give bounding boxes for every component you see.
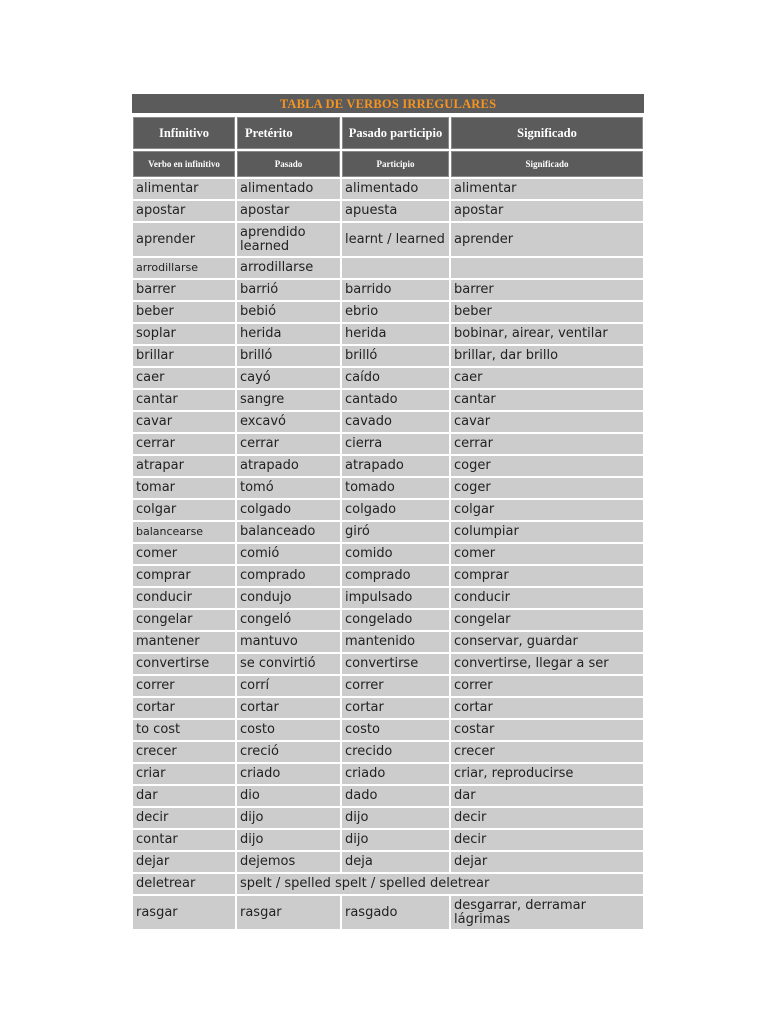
significado-cell: dar — [451, 786, 643, 806]
table-row — [133, 742, 643, 762]
header-row — [133, 117, 643, 149]
table-row — [133, 830, 643, 850]
participio-cell: criado — [342, 764, 449, 784]
infinitivo-cell: cantar — [133, 390, 235, 410]
infinitivo-cell: rasgar — [133, 896, 235, 929]
table-row — [133, 500, 643, 520]
participio-cell: tomado — [342, 478, 449, 498]
participio-cell: convertirse — [342, 654, 449, 674]
significado-cell: desgarrar, derramar lágrimas — [451, 896, 643, 929]
significado-cell: cantar — [451, 390, 643, 410]
table-row — [133, 522, 643, 542]
preterito-cell: dio — [237, 786, 340, 806]
preterito-cell: excavó — [237, 412, 340, 432]
subheader-participio: Participio — [342, 151, 449, 177]
participio-cell: brilló — [342, 346, 449, 366]
infinitivo-cell: correr — [133, 676, 235, 696]
participio-cell: comido — [342, 544, 449, 564]
preterito-cell: comió — [237, 544, 340, 564]
table-row — [133, 368, 643, 388]
infinitivo-cell: contar — [133, 830, 235, 850]
infinitivo-cell: brillar — [133, 346, 235, 366]
table-row — [133, 786, 643, 806]
infinitivo-cell: dar — [133, 786, 235, 806]
infinitivo-cell: cerrar — [133, 434, 235, 454]
preterito-cell: atrapado — [237, 456, 340, 476]
header-infinitivo: Infinitivo — [133, 117, 235, 149]
participio-cell: correr — [342, 676, 449, 696]
participio-cell: caído — [342, 368, 449, 388]
significado-cell: crecer — [451, 742, 643, 762]
table-row — [133, 874, 643, 894]
participio-cell: costo — [342, 720, 449, 740]
participio-cell: alimentado — [342, 179, 449, 199]
table-row — [133, 302, 643, 322]
infinitivo-cell: apostar — [133, 201, 235, 221]
table-row — [133, 632, 643, 652]
participio-cell: deja — [342, 852, 449, 872]
preterito-cell: dijo — [237, 830, 340, 850]
infinitivo-cell: dejar — [133, 852, 235, 872]
header-pasado-participio: Pasado participio — [342, 117, 449, 149]
participio-cell: dijo — [342, 830, 449, 850]
infinitivo-cell: to cost — [133, 720, 235, 740]
preterito-cell: condujo — [237, 588, 340, 608]
table-row — [133, 434, 643, 454]
significado-cell: cortar — [451, 698, 643, 718]
table-row — [133, 808, 643, 828]
table-title: TABLA DE VERBOS IRREGULARES — [132, 94, 644, 115]
preterito-cell: dejemos — [237, 852, 340, 872]
table-row — [133, 720, 643, 740]
infinitivo-cell: comprar — [133, 566, 235, 586]
table-row — [133, 896, 643, 929]
preterito-cell: cayó — [237, 368, 340, 388]
preterito-cell: comprado — [237, 566, 340, 586]
significado-cell: colgar — [451, 500, 643, 520]
participio-cell: barrido — [342, 280, 449, 300]
participio-cell: dado — [342, 786, 449, 806]
participio-cell: cierra — [342, 434, 449, 454]
participio-cell: comprado — [342, 566, 449, 586]
preterito-cell: arrodillarse — [237, 258, 340, 278]
significado-cell: coger — [451, 478, 643, 498]
table-row — [133, 676, 643, 696]
participio-cell: giró — [342, 522, 449, 542]
significado-cell: beber — [451, 302, 643, 322]
preterito-cell: creció — [237, 742, 340, 762]
preterito-cell: corrí — [237, 676, 340, 696]
significado-cell: cerrar — [451, 434, 643, 454]
preterito-cell: rasgar — [237, 896, 340, 929]
header-preterito: Pretérito — [237, 117, 340, 149]
infinitivo-cell: convertirse — [133, 654, 235, 674]
table-row — [133, 258, 643, 278]
significado-cell: aprender — [451, 223, 643, 256]
participio-cell: learnt / learned — [342, 223, 449, 256]
infinitivo-cell: crecer — [133, 742, 235, 762]
table-row — [133, 478, 643, 498]
table-row — [133, 588, 643, 608]
table-body — [133, 179, 643, 929]
preterito-cell: balanceado — [237, 522, 340, 542]
participio-cell: congelado — [342, 610, 449, 630]
table-row — [133, 201, 643, 221]
infinitivo-cell: balancearse — [133, 522, 235, 542]
participio-cell: rasgado — [342, 896, 449, 929]
infinitivo-cell: congelar — [133, 610, 235, 630]
significado-cell: barrer — [451, 280, 643, 300]
preterito-cell: dijo — [237, 808, 340, 828]
significado-cell: cavar — [451, 412, 643, 432]
participio-cell — [342, 258, 449, 278]
significado-cell: decir — [451, 830, 643, 850]
preterito-cell: aprendido learned — [237, 223, 340, 256]
table-row — [133, 412, 643, 432]
infinitivo-cell: cortar — [133, 698, 235, 718]
table-row — [133, 324, 643, 344]
participio-cell: ebrio — [342, 302, 449, 322]
significado-cell: comprar — [451, 566, 643, 586]
table-row — [133, 223, 643, 256]
infinitivo-cell: soplar — [133, 324, 235, 344]
participio-cell: apuesta — [342, 201, 449, 221]
preterito-cell: colgado — [237, 500, 340, 520]
significado-cell: dejar — [451, 852, 643, 872]
subheader-row — [133, 151, 643, 177]
significado-cell: alimentar — [451, 179, 643, 199]
table-row — [133, 346, 643, 366]
table-row — [133, 280, 643, 300]
participio-cell: colgado — [342, 500, 449, 520]
verb-table-container — [132, 94, 644, 931]
significado-cell: convertirse, llegar a ser — [451, 654, 643, 674]
subheader-verbo-en-infinitivo: Verbo en infinitivo — [133, 151, 235, 177]
preterito-cell: herida — [237, 324, 340, 344]
significado-cell — [451, 258, 643, 278]
irregular-verbs-table — [131, 115, 645, 931]
preterito-cell: se convirtió — [237, 654, 340, 674]
significado-cell: brillar, dar brillo — [451, 346, 643, 366]
preterito-cell: alimentado — [237, 179, 340, 199]
preterito-cell: sangre — [237, 390, 340, 410]
participio-cell: impulsado — [342, 588, 449, 608]
participio-cell: cantado — [342, 390, 449, 410]
preterito-cell: congeló — [237, 610, 340, 630]
preterito-cell: criado — [237, 764, 340, 784]
infinitivo-cell: arrodillarse — [133, 258, 235, 278]
table-row — [133, 566, 643, 586]
significado-cell: coger — [451, 456, 643, 476]
participio-cell: crecido — [342, 742, 449, 762]
infinitivo-cell: colgar — [133, 500, 235, 520]
table-row — [133, 544, 643, 564]
infinitivo-cell: comer — [133, 544, 235, 564]
infinitivo-cell: cavar — [133, 412, 235, 432]
table-row — [133, 179, 643, 199]
table-row — [133, 852, 643, 872]
table-row — [133, 698, 643, 718]
participio-cell: cavado — [342, 412, 449, 432]
subheader-significado: Significado — [451, 151, 643, 177]
significado-cell: caer — [451, 368, 643, 388]
significado-cell: congelar — [451, 610, 643, 630]
participio-cell: herida — [342, 324, 449, 344]
infinitivo-cell: deletrear — [133, 874, 235, 894]
header-significado: Significado — [451, 117, 643, 149]
table-row — [133, 610, 643, 630]
preterito-cell: mantuvo — [237, 632, 340, 652]
participio-cell: atrapado — [342, 456, 449, 476]
infinitivo-cell: caer — [133, 368, 235, 388]
infinitivo-cell: conducir — [133, 588, 235, 608]
significado-cell: costar — [451, 720, 643, 740]
preterito-cell: bebió — [237, 302, 340, 322]
participio-cell: dijo — [342, 808, 449, 828]
merged-forms-cell: spelt / spelled spelt / spelled deletrear — [237, 874, 643, 894]
preterito-cell: cortar — [237, 698, 340, 718]
infinitivo-cell: alimentar — [133, 179, 235, 199]
infinitivo-cell: aprender — [133, 223, 235, 256]
infinitivo-cell: barrer — [133, 280, 235, 300]
significado-cell: bobinar, airear, ventilar — [451, 324, 643, 344]
preterito-cell: cerrar — [237, 434, 340, 454]
infinitivo-cell: mantener — [133, 632, 235, 652]
table-row — [133, 456, 643, 476]
significado-cell: decir — [451, 808, 643, 828]
infinitivo-cell: beber — [133, 302, 235, 322]
table-row — [133, 764, 643, 784]
infinitivo-cell: atrapar — [133, 456, 235, 476]
significado-cell: criar, reproducirse — [451, 764, 643, 784]
participio-cell: mantenido — [342, 632, 449, 652]
infinitivo-cell: decir — [133, 808, 235, 828]
participio-cell: cortar — [342, 698, 449, 718]
infinitivo-cell: criar — [133, 764, 235, 784]
preterito-cell: tomó — [237, 478, 340, 498]
preterito-cell: brilló — [237, 346, 340, 366]
significado-cell: apostar — [451, 201, 643, 221]
subheader-pasado: Pasado — [237, 151, 340, 177]
significado-cell: comer — [451, 544, 643, 564]
infinitivo-cell: tomar — [133, 478, 235, 498]
preterito-cell: costo — [237, 720, 340, 740]
significado-cell: columpiar — [451, 522, 643, 542]
significado-cell: correr — [451, 676, 643, 696]
preterito-cell: apostar — [237, 201, 340, 221]
preterito-cell: barrió — [237, 280, 340, 300]
table-row — [133, 654, 643, 674]
significado-cell: conducir — [451, 588, 643, 608]
significado-cell: conservar, guardar — [451, 632, 643, 652]
table-row — [133, 390, 643, 410]
